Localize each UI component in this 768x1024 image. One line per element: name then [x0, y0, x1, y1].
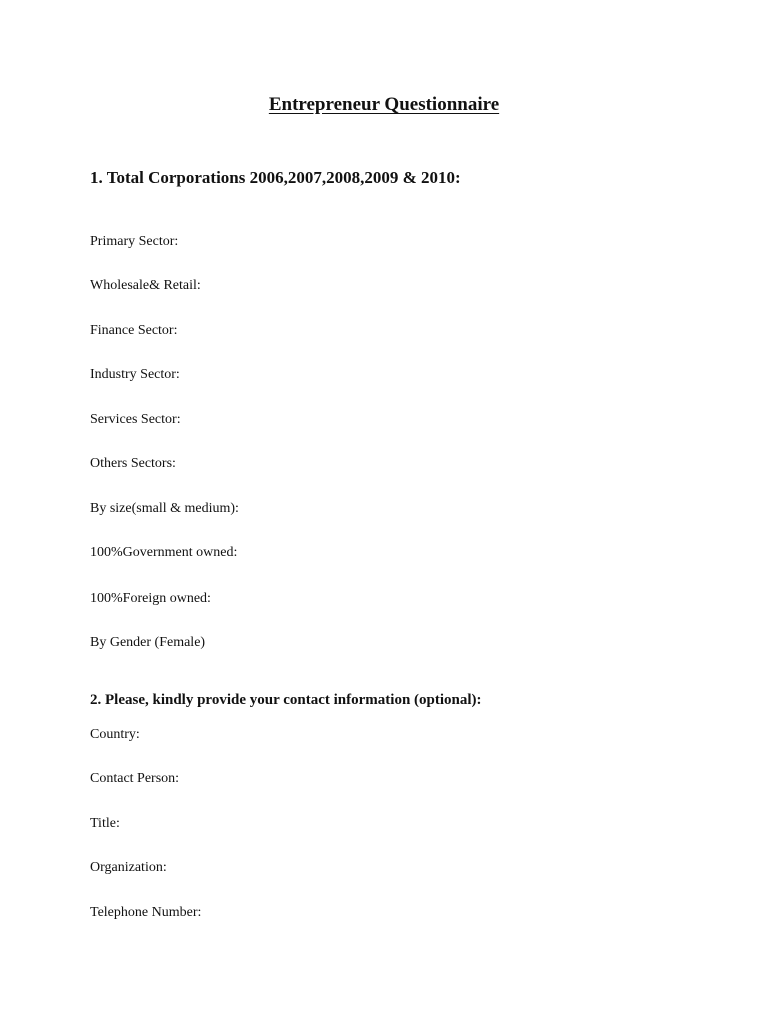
field-label-others-sectors: Others Sectors: [90, 456, 176, 471]
field-label-industry-sector: Industry Sector: [90, 367, 180, 382]
field-label-services-sector: Services Sector: [90, 412, 181, 427]
field-label-foreign-owned: 100%Foreign owned: [90, 591, 211, 606]
section-2-heading: 2. Please, kindly provide your contact information (optional): [90, 692, 482, 708]
field-label-title: Title: [90, 816, 120, 831]
document-title: Entrepreneur Questionnaire [268, 94, 500, 115]
field-label-wholesale-retail: Wholesale& Retail: [90, 278, 201, 293]
field-label-government-owned: 100%Government owned: [90, 545, 238, 560]
field-label-country: Country: [90, 727, 140, 742]
field-label-by-size: By size(small & medium): [90, 501, 239, 516]
field-label-by-gender: By Gender (Female) [90, 635, 206, 650]
field-label-finance-sector: Finance Sector: [90, 323, 178, 338]
section-1-heading: 1. Total Corporations 2006,2007,2008,2009 & 2010: [90, 168, 461, 187]
field-label-primary-sector: Primary Sector: [90, 234, 179, 249]
field-label-telephone-number: Telephone Number: [90, 905, 202, 920]
field-label-contact-person: Contact Person: [90, 771, 180, 786]
field-label-organization: Organization: [90, 860, 167, 875]
